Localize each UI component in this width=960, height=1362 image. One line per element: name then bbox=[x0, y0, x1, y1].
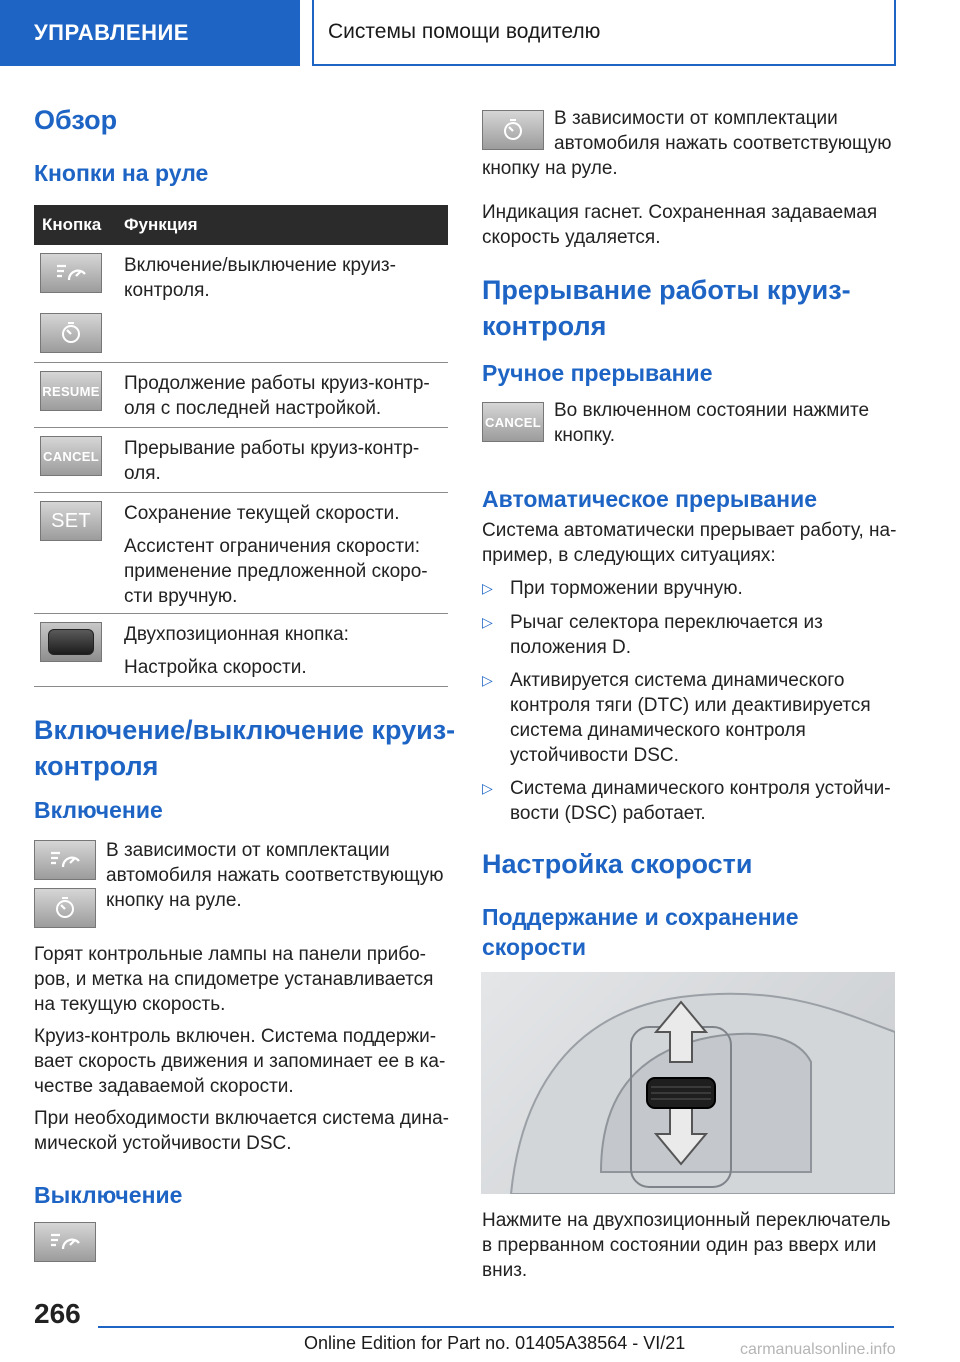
off-heading: Выключение bbox=[34, 1182, 183, 1208]
hold-speed-heading bbox=[482, 902, 799, 962]
rocker-button-icon bbox=[40, 622, 102, 662]
speed-heading: Настройка скорости bbox=[482, 849, 753, 879]
text-line: Индикация гаснет. Сохраненная задаваемая bbox=[482, 202, 878, 223]
off-instructions-2: кнопку на руле. bbox=[482, 158, 618, 179]
text-line: Активируется система динамического bbox=[510, 670, 845, 691]
text-line: Продолжение работы круиз-контр- bbox=[124, 373, 430, 394]
text-line: оля. bbox=[124, 463, 161, 484]
cruise-on-off-icon bbox=[40, 253, 102, 293]
row-divider bbox=[34, 362, 448, 363]
manual-text bbox=[554, 398, 869, 448]
cruise-on-off-icon bbox=[34, 1222, 96, 1262]
cancel-button-icon bbox=[482, 402, 544, 442]
chapter-tab bbox=[312, 0, 896, 66]
para-enabled bbox=[34, 1024, 445, 1099]
row-divider bbox=[34, 427, 448, 428]
auto-text bbox=[482, 518, 896, 568]
rocker-shape bbox=[48, 629, 94, 655]
text-line: Круиз-контроль включен. Система поддержи- bbox=[34, 1026, 437, 1047]
cruise-on-off-icon bbox=[34, 840, 96, 880]
cancel-label: CANCEL bbox=[43, 448, 99, 464]
row4-function bbox=[124, 501, 428, 609]
text-line: В зависимости от комплектации bbox=[554, 108, 838, 129]
heading-line: контроля bbox=[34, 751, 159, 781]
cruise-speed-icon bbox=[40, 313, 102, 353]
text-line: сти вручную. bbox=[124, 586, 238, 607]
footer-rule bbox=[98, 1326, 894, 1328]
section-tab bbox=[0, 0, 300, 66]
col-button-header: Кнопка bbox=[42, 215, 102, 234]
table-header bbox=[34, 205, 448, 245]
cruise-speed-icon bbox=[482, 110, 544, 150]
text-line: ров, и метка на спидометре устанавливается bbox=[34, 969, 434, 990]
on-off-heading bbox=[34, 712, 455, 784]
row1-function bbox=[124, 253, 396, 303]
bullet-marker: ▷ bbox=[482, 672, 493, 688]
edition-text: Online Edition for Part no. 01405A38564 - VI/21 bbox=[304, 1333, 686, 1353]
off-instructions-1 bbox=[554, 106, 892, 156]
text-line: Во включенном состоянии нажмите bbox=[554, 400, 870, 421]
set-button-icon bbox=[40, 501, 102, 541]
watermark: carmanualsonline.info bbox=[740, 1341, 896, 1358]
text-line: В зависимости от комплектации bbox=[106, 840, 390, 861]
page-title: Обзор bbox=[34, 105, 118, 135]
steering-buttons-heading: Кнопки на руле bbox=[34, 160, 209, 186]
on-instructions bbox=[106, 838, 444, 913]
on-heading: Включение bbox=[34, 797, 163, 823]
resume-label: RESUME bbox=[42, 383, 100, 399]
heading-line: контроля bbox=[482, 311, 607, 341]
resume-button-icon bbox=[40, 371, 102, 411]
row-divider bbox=[34, 686, 448, 687]
para-lamps bbox=[34, 942, 433, 1017]
text-line: Система динамического контроля устойчи- bbox=[510, 778, 891, 799]
text-line: вает скорость движения и запоминает ее в ка- bbox=[34, 1051, 446, 1072]
text-line: автомобиля нажать соответствующую bbox=[554, 133, 892, 154]
cancel-button-icon bbox=[40, 436, 102, 476]
text-line: на текущую скорость. bbox=[34, 994, 226, 1015]
section-label: УПРАВЛЕНИЕ bbox=[34, 20, 189, 45]
auto-interrupt-heading: Автоматическое прерывание bbox=[482, 486, 818, 512]
text-line: Сохранение текущей скорости. bbox=[124, 503, 400, 524]
text-line: в прерванном состоянии один раз вверх или bbox=[482, 1235, 877, 1256]
text-line: Нажмите на двухпозиционный переключатель bbox=[482, 1210, 891, 1231]
text-line: применение предложенной скоро- bbox=[124, 561, 428, 582]
col-function-header: Функция bbox=[124, 215, 198, 234]
text-line: положения D. bbox=[510, 637, 632, 658]
bullet-marker: ▷ bbox=[482, 614, 493, 630]
indicator-text bbox=[482, 200, 877, 250]
bullet-item: При торможении вручную. bbox=[510, 578, 743, 599]
text-line: Включение/выключение круиз- bbox=[124, 255, 396, 276]
text-line: При необходимости включается система дина- bbox=[34, 1108, 450, 1129]
heading-line: Включение/выключение круиз- bbox=[34, 715, 456, 745]
text-line: автомобиля нажать соответствующую bbox=[106, 865, 444, 886]
heading-line: Поддержание и сохранение bbox=[482, 904, 799, 930]
row-divider bbox=[34, 492, 448, 493]
text-line: Ассистент ограничения скорости: bbox=[124, 536, 421, 557]
heading-line: Прерывание работы круиз- bbox=[482, 275, 851, 305]
text-line: кнопку на руле. bbox=[106, 890, 242, 911]
para-dsc bbox=[34, 1106, 449, 1156]
chapter-label: Системы помощи водителю bbox=[328, 20, 601, 43]
text-line: Двухпозиционная кнопка: bbox=[124, 624, 349, 645]
cruise-speed-icon bbox=[34, 888, 96, 928]
text-line: контроля. bbox=[124, 280, 210, 301]
text-line: кнопку. bbox=[554, 425, 616, 446]
manual-interrupt-heading: Ручное прерывание bbox=[482, 360, 713, 386]
row3-function bbox=[124, 436, 419, 486]
heading-line: скорости bbox=[482, 934, 587, 960]
row-divider bbox=[34, 613, 448, 614]
set-label: SET bbox=[51, 509, 91, 532]
bullet-item bbox=[510, 610, 823, 660]
caption bbox=[482, 1208, 891, 1283]
text-line: мической устойчивости DSC. bbox=[34, 1133, 292, 1154]
text-line: Горят контрольные лампы на панели прибо- bbox=[34, 944, 426, 965]
text-line: вости (DSC) работает. bbox=[510, 803, 706, 824]
steering-wheel-illustration bbox=[481, 972, 895, 1194]
text-line: оля с последней настройкой. bbox=[124, 398, 382, 419]
text-line: скорость удаляется. bbox=[482, 227, 661, 248]
page-number: 266 bbox=[34, 1298, 81, 1329]
text-line: Прерывание работы круиз-контр- bbox=[124, 438, 420, 459]
interrupt-heading bbox=[482, 272, 851, 344]
bullet-marker: ▷ bbox=[482, 780, 493, 796]
text-line: система динамического контроля bbox=[510, 720, 806, 741]
bullet-item bbox=[510, 668, 871, 768]
cancel-label: CANCEL bbox=[485, 414, 541, 430]
text-line: Система автоматически прерывает работу, на- bbox=[482, 520, 897, 541]
text-line: контроля тяги (DTC) или деактивируется bbox=[510, 695, 871, 716]
row5-function bbox=[124, 622, 349, 680]
text-line: Рычаг селектора переключается из bbox=[510, 612, 823, 633]
text-line: вниз. bbox=[482, 1260, 528, 1281]
text-line: Настройка скорости. bbox=[124, 657, 307, 678]
text-line: пример, в следующих ситуациях: bbox=[482, 545, 776, 566]
bullet-marker: ▷ bbox=[482, 580, 493, 596]
bullet-item bbox=[510, 776, 891, 826]
text-line: честве задаваемой скорости. bbox=[34, 1076, 294, 1097]
row2-function bbox=[124, 371, 430, 421]
text-line: устойчивости DSC. bbox=[510, 745, 679, 766]
